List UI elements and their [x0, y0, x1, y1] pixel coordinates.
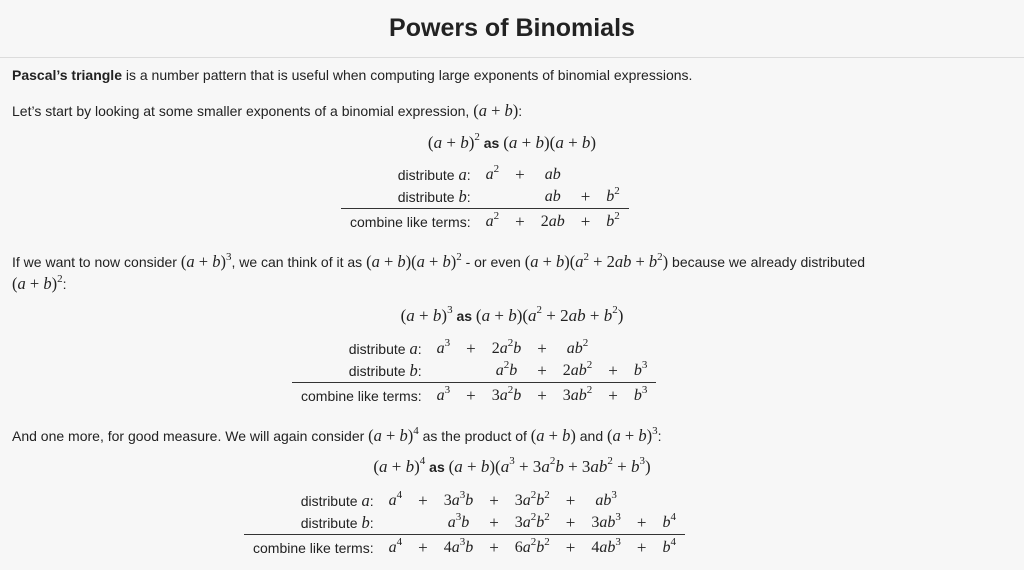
table-row: distribute a: $a^2$ + ab	[341, 164, 629, 186]
table-row: distribute a: $a^3$ + $2a^2b$ + $ab^2$	[292, 338, 656, 360]
distribution-table-cube	[292, 338, 656, 407]
square-equation-header	[0, 133, 1024, 153]
as-label: as	[456, 308, 473, 324]
row-label: distribute b:	[300, 513, 374, 532]
fourth-equation-header: $(a + b)^4$ as $(a + b)(a^3 + 3a^2b + 3ab^2 + b^3)$	[373, 455, 651, 476]
as-label: as	[429, 459, 445, 475]
math-square: $(a + b)^2$	[427, 131, 480, 152]
table-row: distribute a: $a^4$ + $3a^3b$ + $3a^2b^2$ + $ab^3$	[244, 490, 685, 512]
paragraph-text: and	[579, 428, 604, 444]
table-row: combine like terms: $a^3$ + $3a^2b$ + $3ab^2$ + $b^3$	[292, 383, 656, 408]
table-row: combine like terms: $a^2$ + 2ab + $b^2$	[341, 209, 629, 234]
row-label: distribute b:	[397, 187, 471, 206]
distribution-table-fourth	[244, 490, 685, 559]
as-label: as	[483, 135, 500, 151]
table-row: distribute b: $a^3b$ + $3a^2b^2$ + $3ab^3$ + $b^4$	[244, 512, 685, 535]
distribution-table-square	[341, 164, 629, 233]
table-row: combine like terms: $a^4$ + $4a^3b$ + $6a^2b^2$ + $4ab^3$ + $b^4$	[244, 535, 685, 560]
intro-paragraph	[12, 65, 1012, 86]
row-label: combine like terms:	[341, 209, 477, 234]
paragraph-text: And one more, for good measure. We will again consider	[12, 428, 365, 444]
paragraph-cube: If we want to now consider $(a + b)^3$, we can think of it as $(a + b)(a + b)^2$ - or even $(a + b)(a^2 + 2ab + b^2)$ because we already distributed $(a + b)^2$:	[12, 250, 866, 293]
intro-text: is a number pattern that is useful when computing large exponents of binomial expressions.	[121, 67, 693, 83]
intro-bold-term: Pascal’s triangle	[12, 67, 122, 83]
row-label: distribute a:	[397, 165, 471, 184]
paragraph-text: If we want to now consider	[12, 254, 177, 270]
paragraph-text: because we already distributed	[672, 254, 866, 270]
row-label: combine like terms:	[292, 383, 428, 408]
page-title: Powers of Binomials	[389, 14, 635, 42]
paragraph-text: as the product of	[422, 428, 527, 444]
table-row: distribute b: ab + $b^2$	[341, 186, 629, 209]
row-label: distribute b:	[348, 361, 422, 380]
paragraph-fourth: And one more, for good measure. We will again consider $(a + b)^4$ as the product of (a + b) and $(a + b)^3$:	[12, 424, 662, 445]
row-label: distribute a:	[300, 491, 374, 510]
title-divider	[0, 57, 1024, 58]
paragraph-text: - or even	[465, 254, 521, 270]
row-label: combine like terms:	[244, 535, 380, 560]
math-product: (a + b)(a + b)	[503, 133, 597, 152]
paragraph-text: Let’s start by looking at some smaller exponents of a binomial expression,	[12, 103, 470, 119]
paragraph-text: , we can think of it as	[231, 254, 363, 270]
paragraph-small-exponents: Let’s start by looking at some smaller exponents of a binomial expression, (a + b):	[12, 101, 523, 120]
table-row: distribute b: $a^2b$ + $2ab^2$ + $b^3$	[292, 360, 656, 383]
cube-equation-header: $(a + b)^3$ as $(a + b)(a^2 + 2ab + b^2)$	[400, 304, 624, 325]
math-binomial: (a + b)	[473, 101, 519, 120]
row-label: distribute a:	[348, 339, 422, 358]
